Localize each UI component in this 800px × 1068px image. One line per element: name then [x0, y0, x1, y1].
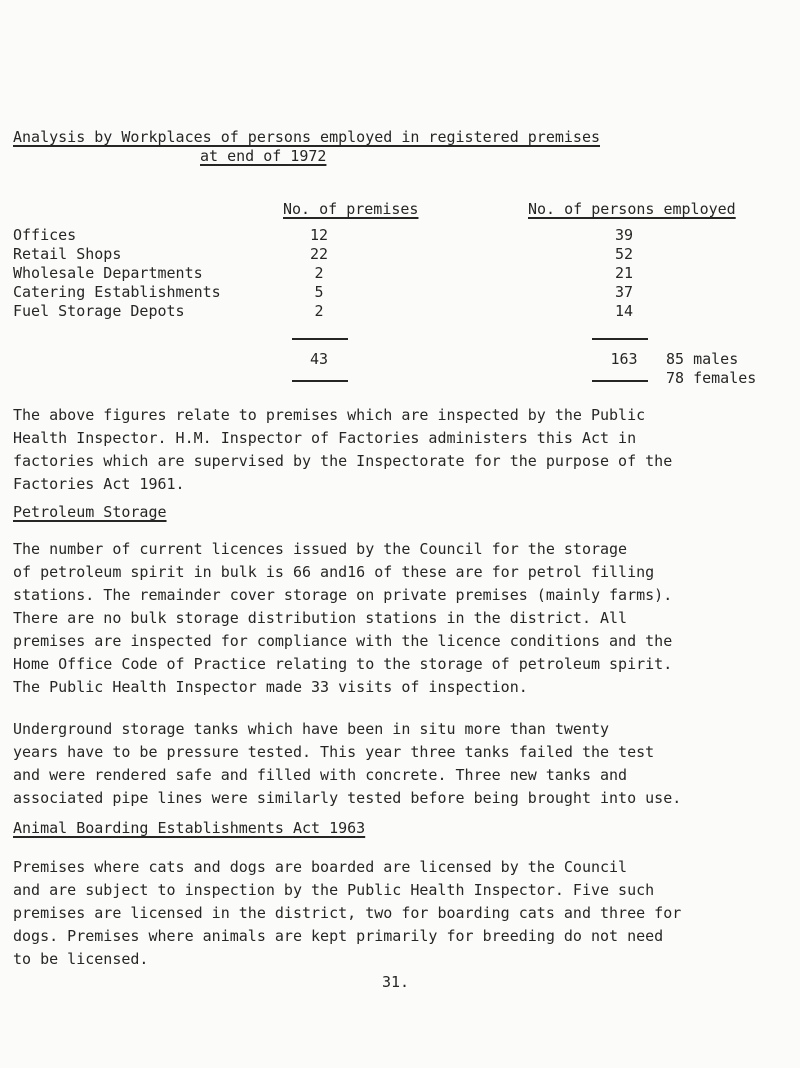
text-line: dogs. Premises where animals are kept primarily for breeding do not need: [13, 927, 664, 945]
total-rule-top: [292, 338, 348, 340]
row-persons: 39: [614, 226, 634, 244]
row-label: Offices: [13, 226, 77, 244]
section-heading-petroleum: Petroleum Storage: [13, 503, 167, 521]
row-label: Catering Establishments: [13, 283, 221, 301]
text-line: and were rendered safe and filled with concrete. Three new tanks and: [13, 766, 628, 784]
text-line: premises are licensed in the district, two for boarding cats and three for: [13, 904, 682, 922]
row-persons: 52: [614, 245, 634, 263]
text-line: Home Office Code of Practice relating to the storage of petroleum spirit.: [13, 655, 673, 673]
text-line: of petroleum spirit in bulk is 66 and16 of these are for petrol filling: [13, 563, 655, 581]
total-males: 85 males: [666, 350, 739, 368]
row-persons: 14: [614, 302, 634, 320]
row-premises: 22: [309, 245, 329, 263]
text-line: The Public Health Inspector made 33 visits of inspection.: [13, 678, 528, 696]
section-heading-animal-boarding: Animal Boarding Establishments Act 1963: [13, 819, 366, 837]
text-line: associated pipe lines were similarly tested before being brought into use.: [13, 789, 682, 807]
text-line: factories which are supervised by the Inspectorate for the purpose of the: [13, 452, 673, 470]
total-premises: 43: [309, 350, 329, 368]
row-premises: 2: [314, 302, 324, 320]
row-premises: 12: [309, 226, 329, 244]
page-subtitle: at end of 1972: [200, 147, 327, 165]
text-line: Premises where cats and dogs are boarded are licensed by the Council: [13, 858, 628, 876]
text-line: Health Inspector. H.M. Inspector of Factories administers this Act in: [13, 429, 637, 447]
row-label: Wholesale Departments: [13, 264, 203, 282]
text-line: Factories Act 1961.: [13, 475, 185, 493]
total-rule-bottom: [292, 380, 348, 382]
page-number: 31.: [382, 973, 410, 991]
row-premises: 2: [314, 264, 324, 282]
column-header-persons: No. of persons employed: [528, 200, 736, 218]
text-line: The number of current licences issued by the Council for the storage: [13, 540, 628, 558]
text-line: The above figures relate to premises which are inspected by the Public: [13, 406, 646, 424]
row-persons: 21: [614, 264, 634, 282]
total-rule-bottom: [592, 380, 648, 382]
text-line: years have to be pressure tested. This year three tanks failed the test: [13, 743, 655, 761]
column-header-premises: No. of premises: [283, 200, 419, 218]
text-line: and are subject to inspection by the Public Health Inspector. Five such: [13, 881, 655, 899]
text-line: to be licensed.: [13, 950, 149, 968]
total-rule-top: [592, 338, 648, 340]
row-label: Fuel Storage Depots: [13, 302, 185, 320]
total-persons: 163: [610, 350, 638, 368]
text-line: Underground storage tanks which have been in situ more than twenty: [13, 720, 610, 738]
text-line: There are no bulk storage distribution stations in the district. All: [13, 609, 628, 627]
row-label: Retail Shops: [13, 245, 122, 263]
text-line: stations. The remainder cover storage on private premises (mainly farms).: [13, 586, 673, 604]
row-persons: 37: [614, 283, 634, 301]
row-premises: 5: [314, 283, 324, 301]
total-females: 78 females: [666, 369, 757, 387]
page-title: Analysis by Workplaces of persons employed in registered premises: [13, 128, 600, 146]
text-line: premises are inspected for compliance with the licence conditions and the: [13, 632, 673, 650]
